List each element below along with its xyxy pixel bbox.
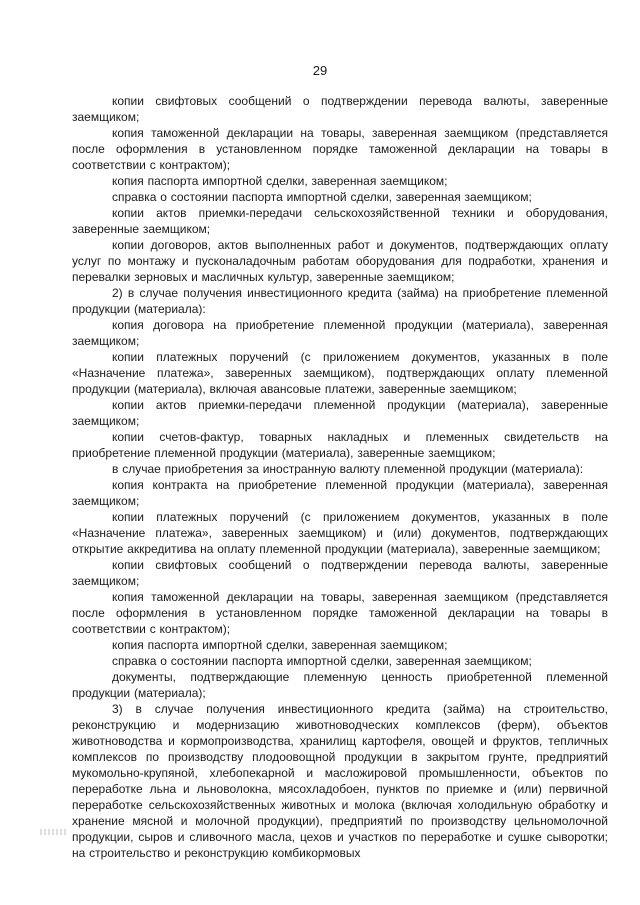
paragraph: копия таможенной декларации на товары, заверенная заемщиком (представляется после оформления в установленном порядке таможенной декларации на товары в соответствии с контрактом); <box>72 590 608 636</box>
paragraph: копии актов приемки-передачи племенной продукции (материала), заверенные заемщиком; <box>72 398 608 428</box>
paragraph: копия таможенной декларации на товары, заверенная заемщиком (представляется после оформления в установленном порядке таможенной декларации на товары в соответствии с контрактом); <box>72 126 608 172</box>
paragraph: справка о состоянии паспорта импортной сделки, заверенная заемщиком; <box>112 654 532 668</box>
paragraph: копия паспорта импортной сделки, заверенная заемщиком; <box>112 174 448 188</box>
paragraph: копии платежных поручений (с приложением документов, указанных в поле «Назначение платежа», заверенных заемщиком) и (или) документов, подтверждающих открытие аккредитива на оплату племенной продукции (материала), заверенные заемщиком; <box>72 510 608 556</box>
paragraph: копии платежных поручений (с приложением документов, указанных в поле «Назначение платежа», заверенных заемщиком), подтверждающих оплату племенной продукции (материала), включая авансовые платежи, заверенные заемщиком; <box>72 350 608 396</box>
paragraph: 2) в случае получения инвестиционного кредита (займа) на приобретение племенной продукции (материала): <box>72 286 608 316</box>
paragraph: копии актов приемки-передачи сельскохозяйственной техники и оборудования, заверенные заемщиком; <box>72 206 608 236</box>
paragraph: копия контракта на приобретение племенной продукции (материала), заверенная заемщиком; <box>72 478 608 508</box>
document-body <box>72 93 608 861</box>
scan-artifact <box>40 829 66 835</box>
page-number: 29 <box>312 63 328 78</box>
paragraph: в случае приобретения за иностранную валюту племенной продукции (материала): <box>112 462 584 476</box>
paragraph: копия паспорта импортной сделки, заверенная заемщиком; <box>112 638 448 652</box>
paragraph: 3) в случае получения инвестиционного кредита (займа) на строительство, реконструкцию и модернизацию животноводческих комплексов (ферм), объектов животноводства и кормопроизводства, хранилищ картофеля, овощей и фруктов, тепличных комплексов по производству плодоовощной продукции в закрытом грунте, предприятий мукомольно-крупяной, хлебопекарной и масложировой промышленности, объектов по переработке льна и льноволокна, мясохладобоен, пунктов по приемке и (или) первичной переработке сельскохозяйственных животных и молока (включая холодильную обработку и хранение мясной и молочной продукции), предприятий по производству цельномолочной продукции, сыров и сливочного масла, цехов и участков по переработке и сушке сыворотки; на строительство и реконструкцию комбикормовых <box>72 702 608 860</box>
paragraph: копия договора на приобретение племенной продукции (материала), заверенная заемщиком; <box>72 318 608 348</box>
paragraph: копии свифтовых сообщений о подтверждении перевода валюты, заверенные заемщиком; <box>72 94 608 124</box>
paragraph: копии договоров, актов выполненных работ и документов, подтверждающих оплату услуг по монтажу и пусконаладочным работам оборудования для подработки, хранения и перевалки зерновых и масличных культур, заверенные заемщиком; <box>72 238 608 284</box>
paragraph: копии свифтовых сообщений о подтверждении перевода валюты, заверенные заемщиком; <box>72 558 608 588</box>
paragraph: документы, подтверждающие племенную ценность приобретенной племенной продукции (материала); <box>72 670 608 700</box>
paragraph: копии счетов-фактур, товарных накладных и племенных свидетельств на приобретение племенной продукции (материала), заверенные заемщиком; <box>72 430 608 460</box>
paragraph: справка о состоянии паспорта импортной сделки, заверенная заемщиком; <box>112 190 532 204</box>
